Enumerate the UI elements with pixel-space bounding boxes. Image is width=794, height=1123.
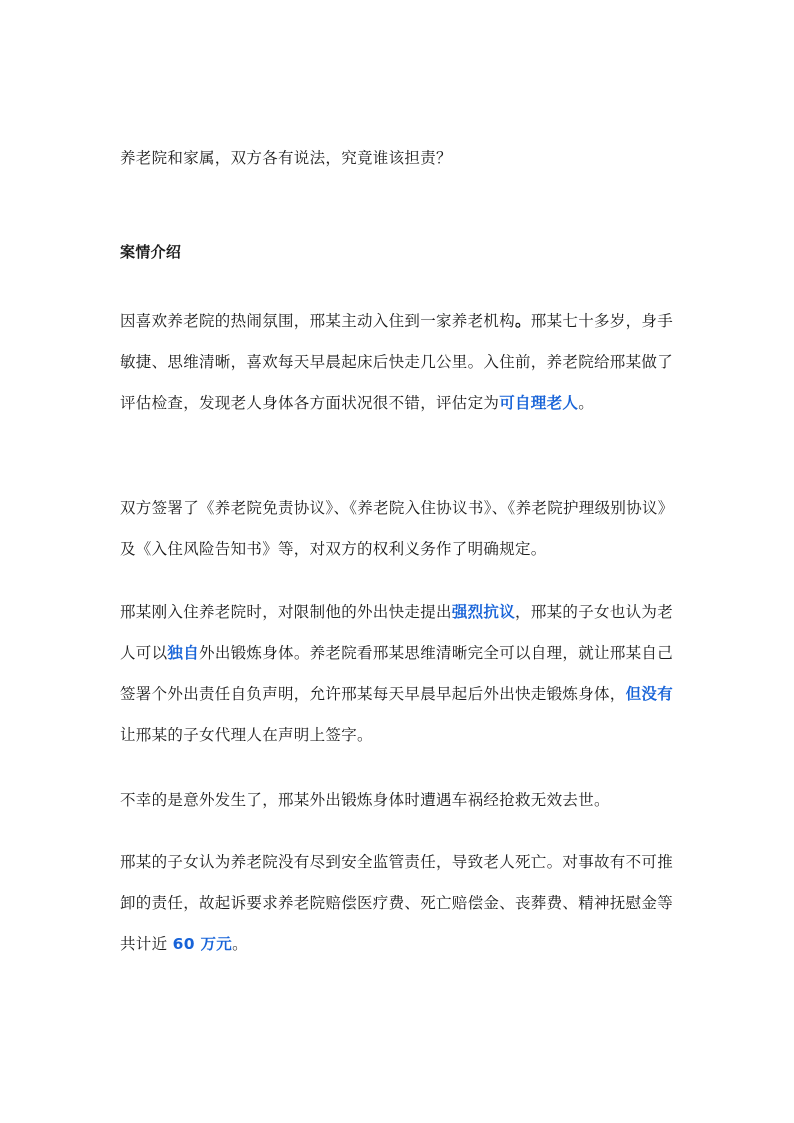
paragraph-accident: 不幸的是意外发生了，邢某外出锻炼身体时遭遇车祸经抢救无效去世。 — [120, 791, 610, 809]
section-heading: 案情介绍 — [120, 243, 182, 261]
body-text: 让邢某的子女代理人在声明上签字。 — [120, 726, 373, 744]
intro-text: 因喜欢养老院的热闹氛围，邢某主动入住到一家养老机构 — [120, 312, 516, 330]
body-text: 。 — [232, 935, 248, 953]
highlight-strong-protest: 强烈抗议 — [451, 603, 516, 621]
body-text: 邢某刚入住养老院时，对限制他的外出快走提出 — [120, 603, 452, 621]
highlight-alone: 独自 — [167, 644, 200, 662]
highlight-self-care: 可自理老人 — [499, 394, 579, 412]
body-text: 邢某的子女认为养老院没有尽到安全监管责任，导致老人死亡。对事故有不可推卸的责任，故起诉要求养老院赔偿医疗费、死亡赔偿金、丧葬费、精神抚慰金等共计近 — [120, 853, 674, 953]
highlight-amount: 60 万元 — [172, 935, 233, 953]
body-text: 外出锻炼身体。养老院看邢某思维清晰完全可以自理，就让邢某自己签署个外出责任自负声明，允许邢某每天早晨早起后外出快走锻炼身体， — [120, 644, 674, 703]
lead-question: 养老院和家属，双方各有说法，究竟谁该担责？ — [120, 149, 452, 167]
paragraph-lawsuit — [120, 842, 680, 965]
highlight-but-not: 但没有 — [625, 685, 674, 703]
period-text: 。 — [515, 312, 531, 330]
paragraph-agreements: 双方签署了《养老院免责协议》、《养老院入住协议书》、《养老院护理级别协议》及《入住风险告知书》等，对双方的权利义务作了明确规定。 — [120, 499, 674, 558]
paragraph-outing-dispute — [120, 592, 680, 756]
body-text: 。 — [578, 394, 595, 412]
body-text: ，邢某的子女也认为老人可以 — [120, 603, 674, 662]
body-text: 邢某七十多岁，身手敏捷、思维清晰，喜欢每天早晨起床后快走几公里。入住前，养老院给邢某做了评估检查，发现老人身体各方面状况很不错，评估定为 — [120, 312, 674, 412]
paragraph-case-background — [120, 301, 680, 424]
